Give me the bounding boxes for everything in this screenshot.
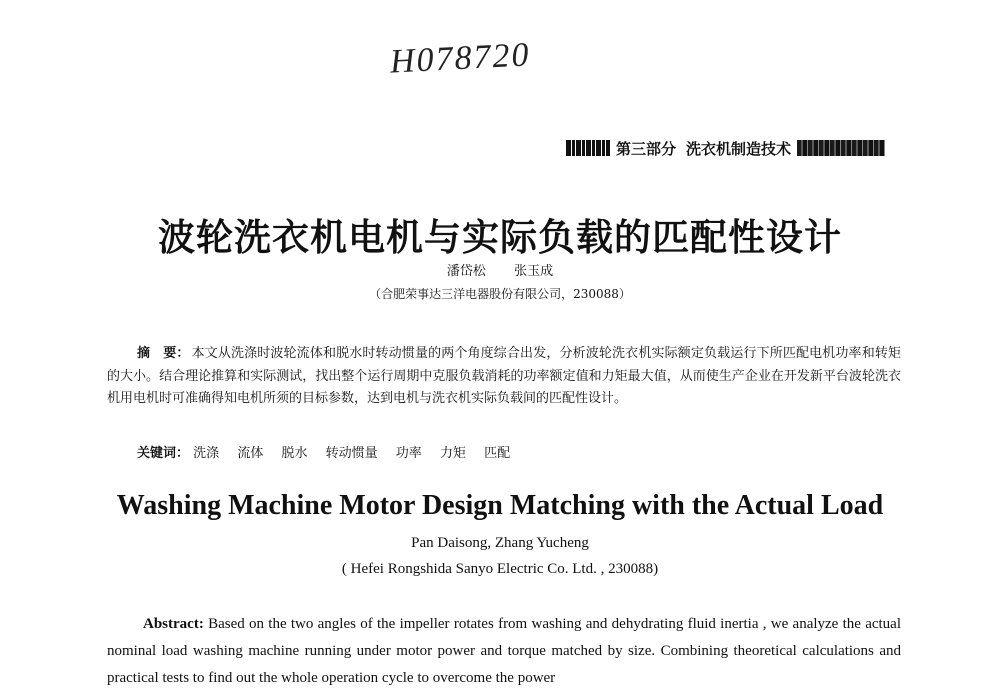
abstract-english xyxy=(107,611,901,692)
authors-chinese xyxy=(0,260,1000,279)
keyword: 脱水 xyxy=(281,446,308,461)
section-topic-label: 洗衣机制造技术 xyxy=(686,139,792,158)
authors-english: Pan Daisong, Zhang Yucheng xyxy=(411,535,589,551)
affiliation-english: ( Hefei Rongshida Sanyo Electric Co. Ltd. , 230088) xyxy=(341,561,659,577)
author-name: 张玉成 xyxy=(514,264,554,279)
author-name: 潘岱松 xyxy=(446,264,486,279)
abstract-text: 本文从洗涤时波轮流体和脱水时转动惯量的两个角度综合出发，分析波轮洗衣机实际额定负载运行下所匹配电机功率和转矩的大小。结合理论推算和实际测试，找出整个运行周期中克服负载消耗的功率额定值和力矩最大值，从而使生产企业在开发新平台波轮洗衣机用电机时可准确得知电机所须的目标参数，达到电机与洗衣机实际负载间的匹配性设计。 xyxy=(107,346,901,406)
section-part-label: 第三部分 xyxy=(616,139,677,158)
keyword: 匹配 xyxy=(484,446,511,461)
abstract-label: 摘 要： xyxy=(137,346,190,361)
paper-title-english: Washing Machine Motor Design Matching with the Actual Load xyxy=(116,490,884,521)
section-header xyxy=(566,136,904,160)
abstract-chinese xyxy=(107,343,901,411)
handwritten-note: H078720 xyxy=(389,36,532,81)
keywords-chinese xyxy=(137,442,524,461)
keyword: 洗涤 xyxy=(193,446,220,461)
keyword: 力矩 xyxy=(439,446,466,461)
abstract-label: Abstract: xyxy=(143,616,204,632)
section-header-decorative-bar xyxy=(797,140,885,156)
abstract-text: Based on the two angles of the impeller rotates from washing and dehydrating fluid inertia , we analyze the actual nominal load washing machine running under motor power and torque matched by size. Combining theoretical calculations and practical tests to find out the whole operation cycle to overcome the power xyxy=(107,616,901,686)
keyword: 功率 xyxy=(395,446,422,461)
keyword: 转动惯量 xyxy=(325,446,378,461)
keyword: 流体 xyxy=(237,446,264,461)
affiliation-chinese: （合肥荣事达三洋电器股份有限公司，230088） xyxy=(369,287,631,301)
section-header-decorative-bar xyxy=(566,140,610,156)
keywords-label: 关键词： xyxy=(137,446,190,461)
paper-title-chinese: 波轮洗衣机电机与实际负载的匹配性设计 xyxy=(158,215,842,259)
